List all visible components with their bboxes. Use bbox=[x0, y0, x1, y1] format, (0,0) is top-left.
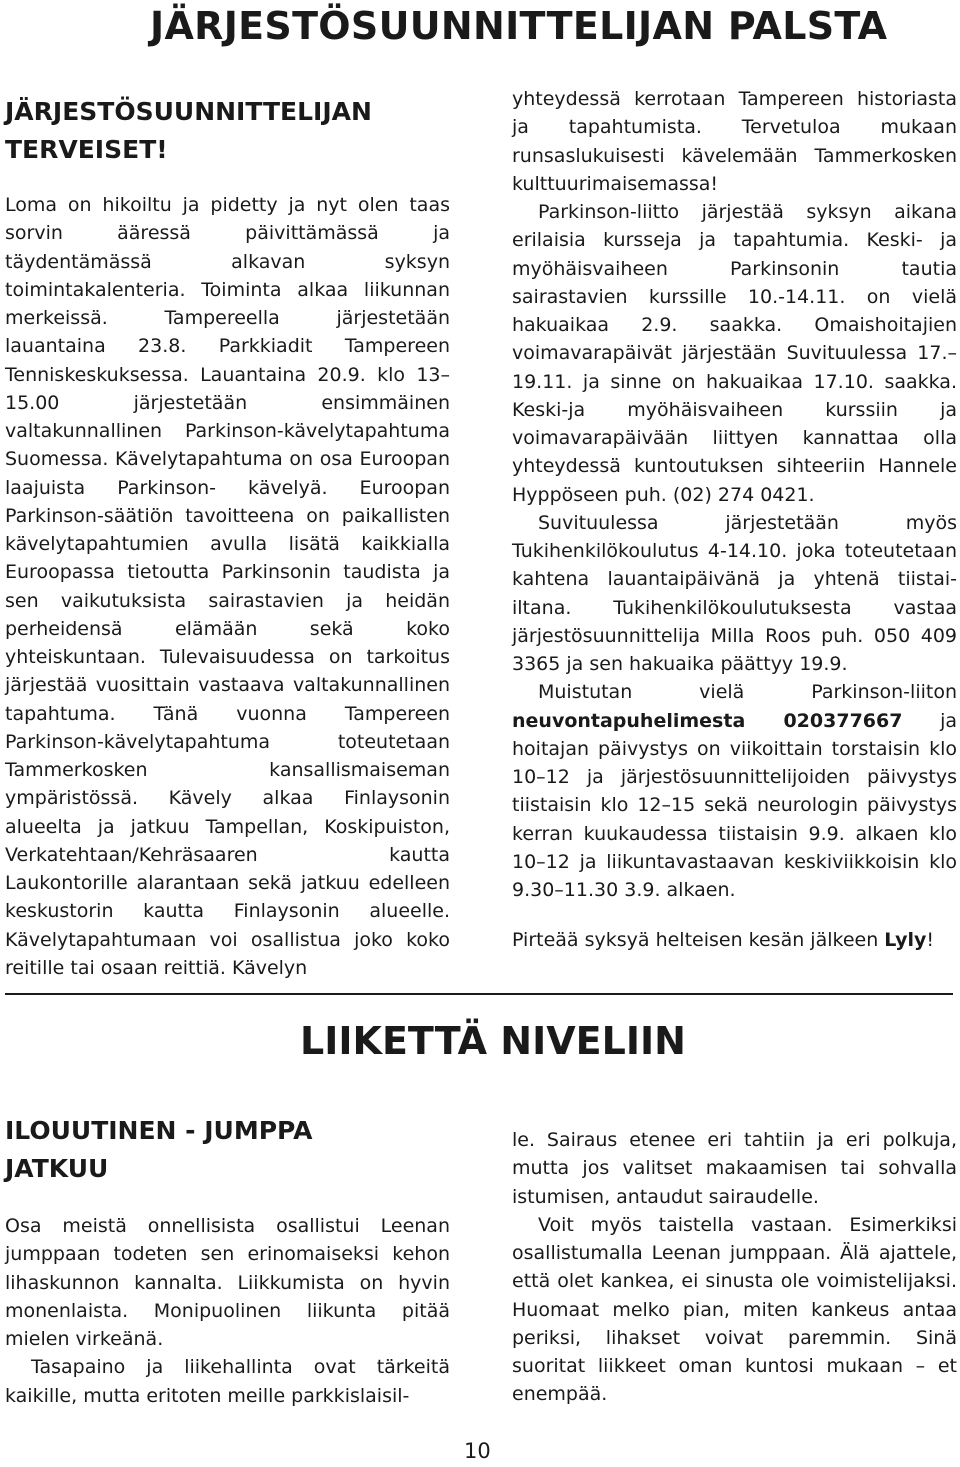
article-paragraph-2: Parkinson-liitto järjestää syksyn aikana erilaisia kursseja ja tapahtumia. Keski- ja myöhäisvaiheen Parkinsonin tautia sairastavien kurssille 10.-14.11. on vielä hakuaikaa 2.9. saakka. Omaishoitajien voimavarapäivät järjestään Suvituulessa 17.–19.11. ja sinne on hakuaikaa 17.10. saakka. Keski-ja myöhäisvaiheen kurssiin ja voimavarapäivään liittyen kannattaa olla yhteydessä kuntoutuksen sihteeriin Hannele Hyppöseen puh. (02) 274 0421. bbox=[512, 201, 957, 506]
section-divider bbox=[5, 993, 953, 995]
article2-paragraph-2b: le. Sairaus etenee eri tahtiin ja eri polkuja, mutta jos valitset makaamisen tai sohvalla istumisen, antaudut sairaudelle. bbox=[512, 1129, 957, 1208]
article-paragraph-3: Suvituulessa järjestetään myös Tukihenkilökoulutus 4-14.10. joka toteutetaan kahtena lauantaipäivänä ja yhtenä tiistai-iltana. Tukihenkilökoulutuksesta vastaa järjestösuunnittelija Milla Roos puh. 050 409 3365 ja sen hakuaika päättyy 19.9. bbox=[512, 511, 957, 675]
article-paragraph-1a: Loma on hikoiltu ja pidetty ja nyt olen taas sorvin ääressä päivittämässä ja täydentämässä alkavan syksyn toimintakalenteria. Toiminta alkaa liikunnan merkeissä. Tampereella järjestetään lauantaina 23.8. Parkkiadit Tampereen Tenniskeskuksessa. Lauantaina 20.9. klo 13–15.00 järjestetään ensimmäinen valtakunnallinen Parkinson-kävelytapahtuma Suomessa. Kävelytapahtuma on osa Euroopan laajuista Parkinson- kävelyä. Euroopan Parkinson-säätiön tavoitteena on paikallisten kävelytapahtumien avulla lisätä kaikkialla Euroopassa tietoutta Parkinsonin taudista ja sen vaikutuksista sairastavien ja heidän perheidensä elämään sekä koko yhteiskuntaan. Tulevaisuudessa on tarkoitus järjestää vuosittain vastaava valtakunnallinen tapahtuma. Tänä vuonna Tampereen Parkinson-kävelytapahtuma toteutetaan Tammerkosken kansallismaiseman ympäristössä. Kävely alkaa Finlaysonin alueelta ja jatkuu Tampellan, Koskipuiston, Verkatehtaan/Kehräsaaren kautta Laukontorille alarantaan sekä jatkuu edelleen keskustorin kautta Finlaysonin alueelle. Kävelytapahtumaan voi osallistua joko koko reitille tai osaan reittiä. Kävelyn bbox=[5, 194, 450, 979]
article2-column-1 bbox=[5, 1112, 450, 1410]
article-paragraph-4: Muistutan vielä Parkinson-liiton neuvontapuhelimesta 020377667 ja hoitajan päivystys on viikoittain torstaisin klo 10–12 ja järjestösuunnittelijoiden päivystys tiistaisin klo 12–15 sekä neurologin päivystys kerran kuukaudessa tiistaisin 9.9. alkaen klo 10–12 ja liikuntavastaavan keskiviikkoisin klo 9.30–11.30 3.9. alkaen. bbox=[512, 681, 957, 901]
section-title: LIIKETTÄ NIVELIIN bbox=[300, 1019, 686, 1063]
article2-paragraph-3: Voit myös taistella vastaan. Esimerkiksi osallistumalla Leenan jumppaan. Älä ajattele, että olet kankea, ei sinusta ole voimistelijaksi. Huomaat melko pian, miten kankeus antaa periksi, lihakset voivat paremmin. Sinä suoritat liikkeet oman kuntosi mukaan – et enempää. bbox=[512, 1213, 957, 1406]
article2-paragraph-1: Osa meistä onnellisista osallistui Leenan jumppaan todeten sen erinomaiseksi kehon lihaskunnon kannalta. Liikkumista on hyvin monenlaista. Monipuolinen liikunta pitää mielen virkeänä. bbox=[5, 1215, 450, 1350]
page-number: 10 bbox=[464, 1439, 491, 1463]
article2-paragraph-2a: Tasapaino ja liikehallinta ovat tärkeitä kaikille, mutta eritoten meille parkkislaisil- bbox=[5, 1356, 450, 1407]
article-column-1 bbox=[5, 93, 450, 982]
article-paragraph-1b: yhteydessä kerrotaan Tampereen historiasta ja tapahtumista. Tervetuloa mukaan runsaslukuisesti kävelemään Tammerkosken kulttuurimaisemassa! bbox=[512, 88, 957, 195]
article2-heading: ILOUUTINEN - JUMPPA JATKUU bbox=[5, 1116, 313, 1183]
article-heading: JÄRJESTÖSUUNNITTELIJAN TERVEISET! bbox=[5, 97, 372, 164]
page-title: JÄRJESTÖSUUNNITTELIJAN PALSTA bbox=[150, 4, 888, 48]
article2-column-2 bbox=[512, 1126, 957, 1409]
article-closing: Pirteää syksyä helteisen kesän jälkeen Lyly! bbox=[512, 929, 935, 952]
article-column-2 bbox=[512, 85, 957, 955]
